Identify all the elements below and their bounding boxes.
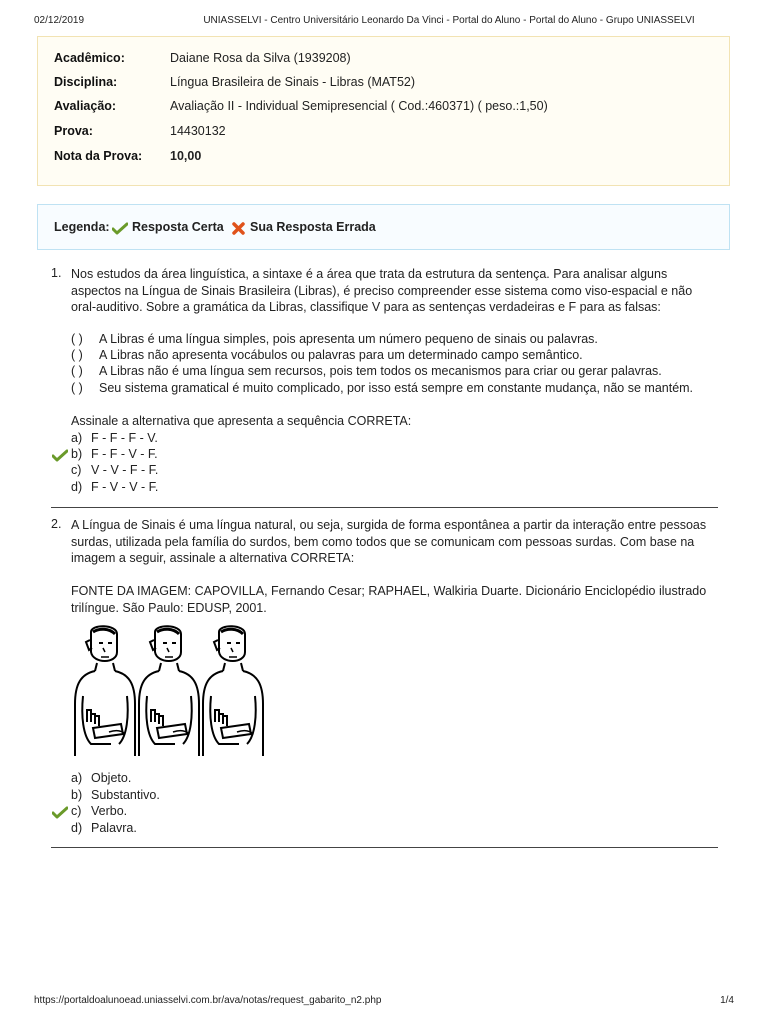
check-icon bbox=[112, 221, 128, 235]
legend-box bbox=[37, 204, 730, 250]
option-letter: d) bbox=[71, 480, 83, 494]
academico-value: Daiane Rosa da Silva (1939208) bbox=[170, 51, 351, 65]
option-letter: b) bbox=[71, 788, 83, 802]
question-line: imagem a seguir, assinale a alternativa CORRETA: bbox=[71, 551, 355, 565]
answer-option bbox=[71, 463, 158, 477]
question-line: oral-auditivo. Sobre a gramática da Libras, classifique V para as sentenças verdadeiras e F para as falsas: bbox=[71, 300, 661, 314]
question-line: Nos estudos da área linguística, a sintaxe é a área que trata da estrutura da sentença. Para analisar alguns bbox=[71, 267, 668, 281]
avaliacao-value: Avaliação II - Individual Semipresencial ( Cod.:460371) ( peso.:1,50) bbox=[170, 99, 548, 113]
question-number: 2. bbox=[51, 517, 62, 531]
disciplina-label: Disciplina: bbox=[54, 75, 118, 89]
answer-option bbox=[71, 821, 137, 835]
disciplina-value: Língua Brasileira de Sinais - Libras (MAT52) bbox=[170, 75, 416, 89]
question-line: aspectos na Língua de Sinais Brasileira (Libras), é preciso compreender esse sistema como viso-espacial e não bbox=[71, 283, 693, 298]
statement-blank: ( ) bbox=[71, 348, 83, 362]
option-text: Verbo. bbox=[91, 804, 128, 818]
answer-option bbox=[71, 480, 158, 494]
statement-item bbox=[71, 381, 693, 395]
image-source-text bbox=[71, 583, 716, 616]
legend-label: Legenda: bbox=[54, 220, 110, 234]
option-letter: a) bbox=[71, 771, 83, 785]
statement-item bbox=[71, 332, 598, 346]
source-line: FONTE DA IMAGEM: CAPOVILLA, Fernando Cesar; RAPHAEL, Walkiria Duarte. Dicionário Enciclopédio ilustrado bbox=[71, 584, 707, 598]
question-1-text bbox=[71, 266, 716, 316]
answer-option bbox=[71, 788, 160, 802]
option-text: Objeto. bbox=[91, 771, 132, 785]
check-icon bbox=[52, 448, 68, 462]
question-divider bbox=[51, 507, 718, 508]
print-date: 02/12/2019 bbox=[34, 15, 85, 26]
prova-label: Prova: bbox=[54, 124, 93, 138]
option-letter: c) bbox=[71, 463, 82, 477]
question-number: 1. bbox=[51, 266, 62, 280]
question-line: surdas, utilizada pela família do surdos, bem como todos que se comunicam com pessoas surdas. Com base na bbox=[71, 534, 695, 549]
statement-blank: ( ) bbox=[71, 332, 83, 346]
option-text: F - V - V - F. bbox=[91, 480, 159, 494]
question-line: A Língua de Sinais é uma língua natural, ou seja, surgida de forma espontânea a partir da interação entre pessoas bbox=[71, 518, 707, 532]
question-2-text bbox=[71, 517, 716, 567]
student-info-box bbox=[37, 36, 730, 186]
nota-label: Nota da Prova: bbox=[54, 149, 143, 163]
statement-text: Seu sistema gramatical é muito complicado, por isso está sempre em constante mudança, não se mantém. bbox=[99, 381, 694, 395]
print-header bbox=[34, 15, 734, 29]
statement-item bbox=[71, 348, 583, 362]
legend-correct-text: Resposta Certa bbox=[132, 220, 224, 234]
legend-wrong-text: Sua Resposta Errada bbox=[250, 220, 376, 234]
statement-text: A Libras não é uma língua sem recursos, pois tem todos os mecanismos para criar ou gerar palavras. bbox=[99, 364, 662, 378]
libras-sign-illustration bbox=[71, 622, 271, 760]
statement-item bbox=[71, 364, 662, 378]
x-icon bbox=[231, 221, 246, 236]
option-text: V - V - F - F. bbox=[91, 463, 159, 477]
print-footer bbox=[34, 995, 734, 1009]
answer-option bbox=[71, 431, 158, 445]
page-number: 1/4 bbox=[720, 995, 734, 1006]
question-divider bbox=[51, 847, 718, 848]
option-text: F - F - V - F. bbox=[91, 447, 158, 461]
statement-text: A Libras é uma língua simples, pois apresenta um número pequeno de sinais ou palavras. bbox=[99, 332, 598, 346]
prova-value: 14430132 bbox=[170, 124, 226, 138]
statement-blank: ( ) bbox=[71, 381, 83, 395]
answer-option bbox=[71, 771, 131, 785]
option-letter: c) bbox=[71, 804, 82, 818]
option-letter: d) bbox=[71, 821, 83, 835]
source-line: trilíngue. São Paulo: EDUSP, 2001. bbox=[71, 600, 267, 615]
statement-text: A Libras não apresenta vocábulos ou palavras para um determinado campo semântico. bbox=[99, 348, 583, 362]
nota-value: 10,00 bbox=[170, 149, 202, 163]
option-text: F - F - F - V. bbox=[91, 431, 158, 445]
print-title: UNIASSELVI - Centro Universitário Leonardo Da Vinci - Portal do Aluno - Portal do Aluno - Grupo UNIASSELVI bbox=[203, 15, 695, 26]
avaliacao-label: Avaliação: bbox=[54, 99, 117, 113]
option-letter: b) bbox=[71, 447, 83, 461]
check-icon bbox=[52, 805, 68, 819]
option-letter: a) bbox=[71, 431, 83, 445]
academico-label: Acadêmico: bbox=[54, 51, 125, 65]
answer-option-correct bbox=[71, 804, 127, 818]
option-text: Substantivo. bbox=[91, 788, 160, 802]
question-prompt: Assinale a alternativa que apresenta a sequência CORRETA: bbox=[71, 414, 412, 428]
page-url: https://portaldoalunoead.uniasselvi.com.br/ava/notas/request_gabarito_n2.php bbox=[34, 995, 382, 1006]
statement-blank: ( ) bbox=[71, 364, 83, 378]
option-text: Palavra. bbox=[91, 821, 137, 835]
answer-option-correct bbox=[71, 447, 158, 461]
